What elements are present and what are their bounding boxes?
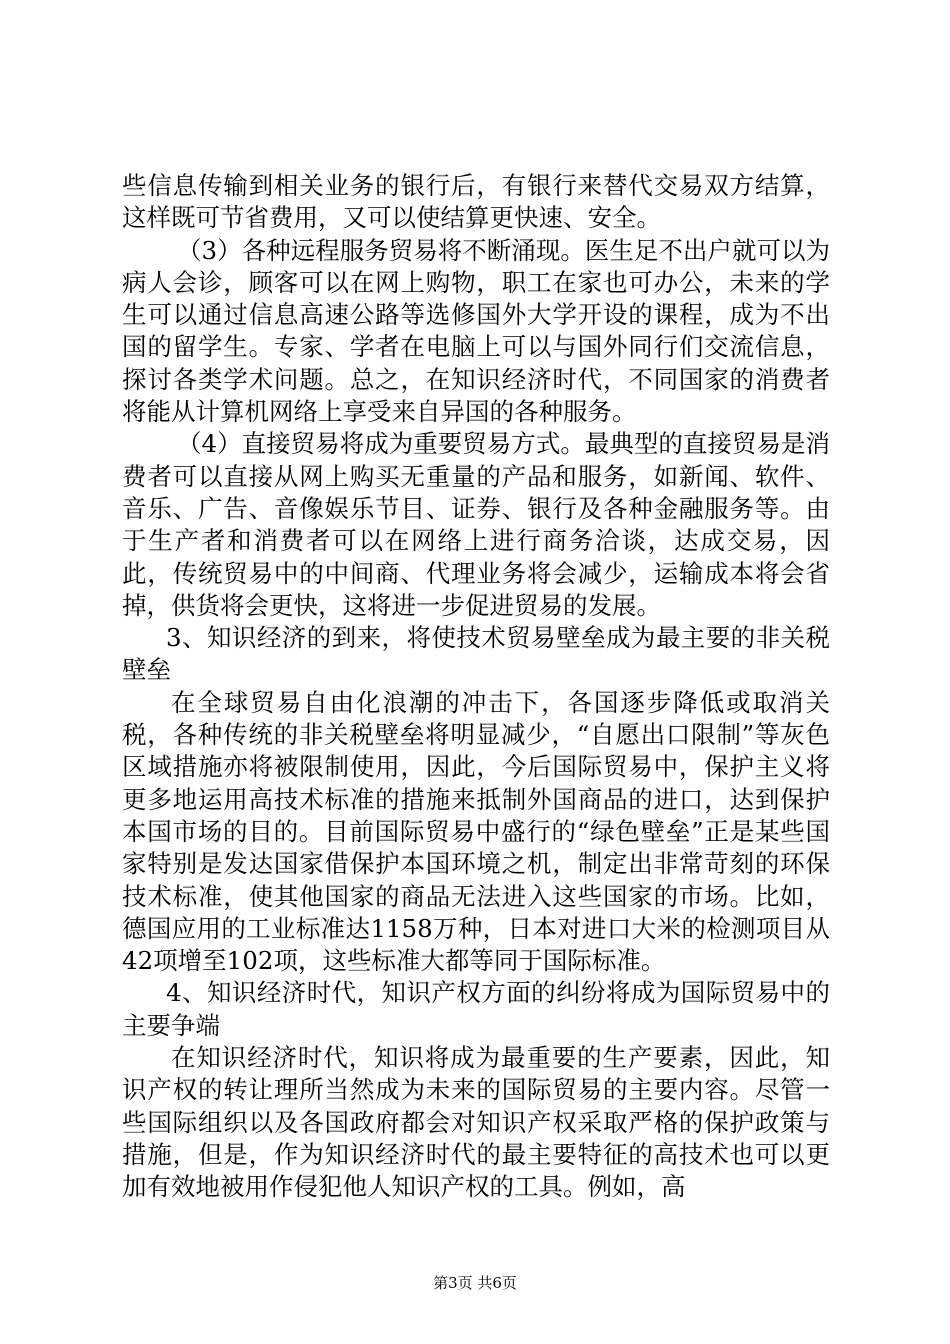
paragraph-remote-services: （3）各种远程服务贸易将不断涌现。医生足不出户就可以为病人会诊，顾客可以在网上购物，职工在家也可办公，未来的学生可以通过信息高速公路等选修国外大学开设的课程，成为不出国的留学生。专家、学者在电脑上可以与国外同行们交流信息，探讨各类学术问题。总之，在知识经济时代，不同国家的消费者将能从计算机网络上享受来自异国的各种服务。 xyxy=(122,235,830,427)
body-text xyxy=(122,170,830,1204)
section-heading-4: 4、知识经济时代，知识产权方面的纠纷将成为国际贸易中的主要争端 xyxy=(122,978,830,1040)
paragraph-trade-barriers: 在全球贸易自由化浪潮的冲击下，各国逐步降低或取消关税，各种传统的非关税壁垒将明显减少，“自愿出口限制”等灰色区域措施亦将被限制使用，因此，今后国际贸易中，保护主义将更多地运用高技术标准的措施来抵制外国商品的进口，达到保护本国市场的目的。目前国际贸易中盛行的“绿色壁垒”正是某些国家特别是发达国家借保护本国环境之机，制定出非常苛刻的环保技术标准，使其他国家的商品无法进入这些国家的市场。比如，德国应用的工业标准达1158万种，日本对进口大米的检测项目从42项增至102项，这些标准大都等同于国际标准。 xyxy=(122,687,830,976)
paragraph-direct-trade: （4）直接贸易将成为重要贸易方式。最典型的直接贸易是消费者可以直接从网上购买无重量的产品和服务，如新闻、软件、音乐、广告、音像娱乐节目、证券、银行及各种金融服务等。由于生产者和消费者可以在网络上进行商务洽谈，达成交易，因此，传统贸易中的中间商、代理业务将会减少，运输成本将会省掉，供货将会更快，这将进一步促进贸易的发展。 xyxy=(122,429,830,620)
paragraph-continuation: 些信息传输到相关业务的银行后，有银行来替代交易双方结算，这样既可节省费用，又可以使结算更快速、安全。 xyxy=(122,171,830,233)
page-number-footer: 第3页 共6页 xyxy=(433,1274,517,1292)
section-heading-3: 3、知识经济的到来，将使技术贸易壁垒成为最主要的非关税壁垒 xyxy=(122,623,830,685)
paragraph-intellectual-property: 在知识经济时代，知识将成为最重要的生产要素，因此，知识产权的转让理所当然成为未来的国际贸易的主要内容。尽管一些国际组织以及各国政府都会对知识产权采取严格的保护政策与措施，但是，作为知识经济时代的最主要特征的高技术也可以更加有效地被用作侵犯他人知识产权的工具。例如，高 xyxy=(122,1043,830,1202)
